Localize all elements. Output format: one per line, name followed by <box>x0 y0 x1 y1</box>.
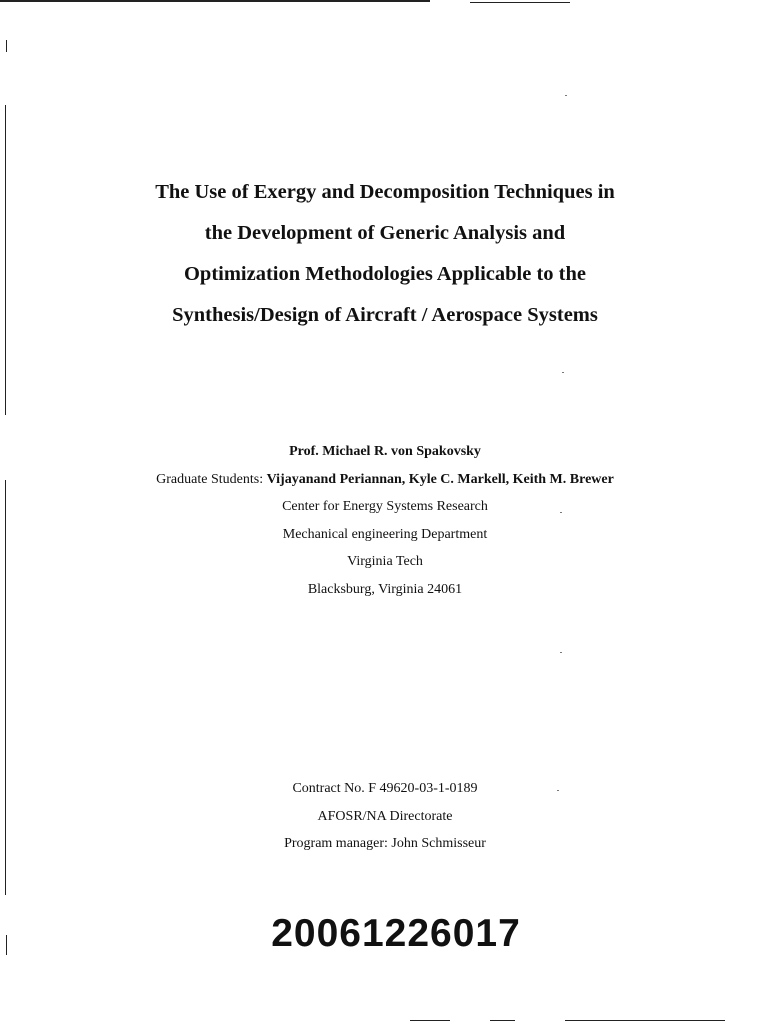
students-prefix: Graduate Students: <box>156 471 264 487</box>
author-block <box>0 438 770 603</box>
title-line: Optimization Methodologies Applicable to the <box>183 263 587 285</box>
title-line: Synthesis/Design of Aircraft / Aerospace Systems <box>172 304 598 326</box>
contract-line: AFOSR/NA Directorate <box>317 808 453 824</box>
contract-line: Program manager: John Schmisseur <box>284 836 486 851</box>
scan-line-bottom <box>410 1020 450 1021</box>
students-names: Vijayanand Periannan, Kyle C. Markell, Keith M. Brewer <box>266 471 614 487</box>
scan-speck <box>560 652 562 653</box>
affiliation-line: Center for Energy Systems Research <box>282 499 488 514</box>
contract-block <box>0 775 770 858</box>
scan-line-top-right <box>470 2 570 3</box>
title-line: The Use of Exergy and Decomposition Techniques in <box>155 181 615 203</box>
title-line: the Development of Generic Analysis and <box>204 222 566 244</box>
scan-speck <box>562 372 564 373</box>
principal-investigator: Prof. Michael R. von Spakovsky <box>289 444 481 459</box>
accession-number: 20061226017 <box>271 912 521 955</box>
affiliation-line: Blacksburg, Virginia 24061 <box>307 581 463 597</box>
affiliation-line: Mechanical engineering Department <box>282 526 488 542</box>
scan-margin-line <box>6 40 7 52</box>
document-title <box>0 172 770 336</box>
scan-line-bottom <box>490 1020 515 1021</box>
scan-speck <box>565 95 567 96</box>
affiliation-line: Virginia Tech <box>347 554 423 569</box>
graduate-students-line <box>0 466 770 494</box>
scan-line-top <box>0 0 430 2</box>
scan-line-bottom <box>565 1020 725 1021</box>
contract-line: Contract No. F 49620-03-1-0189 <box>292 781 478 796</box>
